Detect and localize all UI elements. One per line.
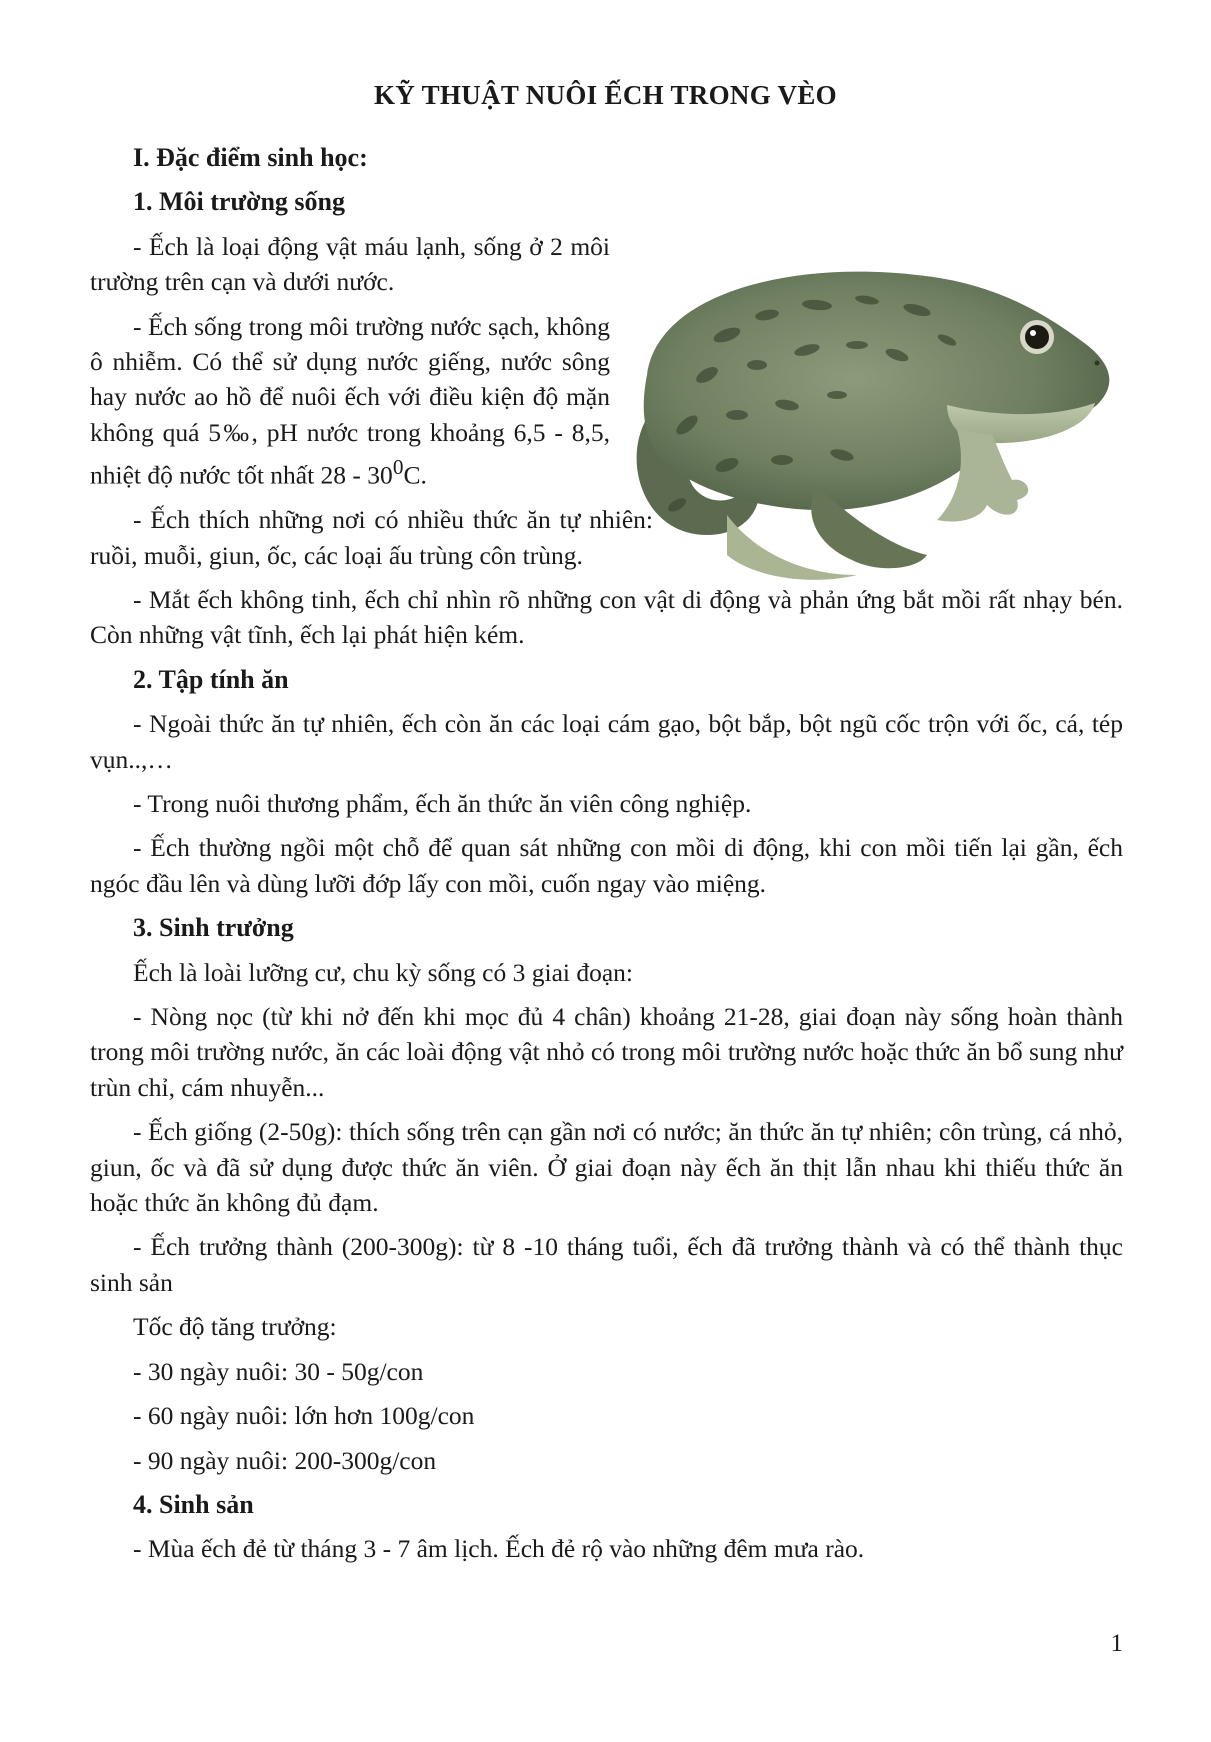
page-number: 1 [1110, 1630, 1123, 1657]
paragraph: - Nòng nọc (từ khi nở đến khi mọc đủ 4 chân) khoảng 21-28, giai đoạn này sống hoàn thành trong môi trường nước, ăn các loài động vật nhỏ có trong môi trường nước hoặc thức ăn bổ sung như trùn chỉ, cám nhuyễn... [90, 1002, 1123, 1102]
superscript: 0 [392, 455, 404, 480]
paragraph: - Ếch là loại động vật máu lạnh, sống ở 2 môi trường trên cạn và dưới nước. [90, 231, 610, 297]
paragraph: Tốc độ tăng trưởng: [133, 1312, 337, 1342]
subsection-heading-1-3: 3. Sinh trưởng [133, 913, 294, 943]
paragraph: - Mắt ếch không tinh, ếch chỉ nhìn rõ những con vật di động và phản ứng bắt mồi rất nhạy bén. Còn những vật tĩnh, ếch lại phát hiện kém. [90, 584, 1123, 650]
document-body [90, 140, 1123, 1576]
subsection-heading-1-2: 2. Tập tính ăn [133, 664, 289, 694]
subsection-heading-1-4: 4. Sinh sản [133, 1489, 254, 1519]
paragraph: Ếch là loài lưỡng cư, chu kỳ sống có 3 giai đoạn: [133, 957, 634, 987]
document-title: KỸ THUẬT NUÔI ẾCH TRONG VÈO [374, 80, 837, 110]
section-heading-1: I. Đặc điểm sinh học: [133, 143, 368, 172]
paragraph: - Ếch thường ngồi một chỗ để quan sát những con mồi di động, khi con mồi tiến lại gần, ếch ngóc đầu lên và dùng lưỡi đớp lấy con mồi, cuốn ngay vào miệng. [90, 833, 1123, 898]
paragraph: - Ếch thích những nơi có nhiều thức ăn tự nhiên: ruồi, muỗi, giun, ốc, các loại ấu trùng côn trùng. [90, 505, 653, 570]
subsection-heading-1-1: 1. Môi trường sống [133, 187, 345, 217]
paragraph: - Ngoài thức ăn tự nhiên, ếch còn ăn các loại cám gạo, bột bắp, bột ngũ cốc trộn với ốc, cá, tép vụn..,… [90, 709, 1123, 774]
paragraph: - Ếch giống (2-50g): thích sống trên cạn gần nơi có nước; ăn thức ăn tự nhiên; côn trùng, cá nhỏ, giun, ốc và đã sử dụng được thức ăn viên. Ở giai đoạn này ếch ăn thịt lẫn nhau khi thiếu thức ăn hoặc thức ăn không đủ đạm. [90, 1117, 1123, 1218]
paragraph: - Ếch sống trong môi trường nước sạch, không ô nhiễm. Có thể sử dụng nước giếng, nước sông hay nước ao hồ để nuôi ếch với điều kiện độ mặn không quá 5‰, pH nước trong khoảng 6,5 - 8,5, nhiệt độ nước tốt nhất $28 - 30^0C$. [90, 311, 610, 490]
paragraph: - Ếch trưởng thành (200-300g): từ 8 -10 tháng tuổi, ếch đã trưởng thành và có thể thành thục sinh sản [90, 1232, 1123, 1297]
growth-item: - 60 ngày nuôi: lớn hơn 100g/con [133, 1401, 475, 1431]
paragraph: - Trong nuôi thương phẩm, ếch ăn thức ăn viên công nghiệp. [133, 789, 752, 818]
growth-item: - 30 ngày nuôi: 30 - 50g/con [133, 1356, 424, 1386]
growth-item: - 90 ngày nuôi: 200-300g/con [133, 1445, 437, 1475]
paragraph: - Mùa ếch đẻ từ tháng 3 - 7 âm lịch. Ếch đẻ rộ vào những đêm mưa rào. [133, 1534, 865, 1564]
